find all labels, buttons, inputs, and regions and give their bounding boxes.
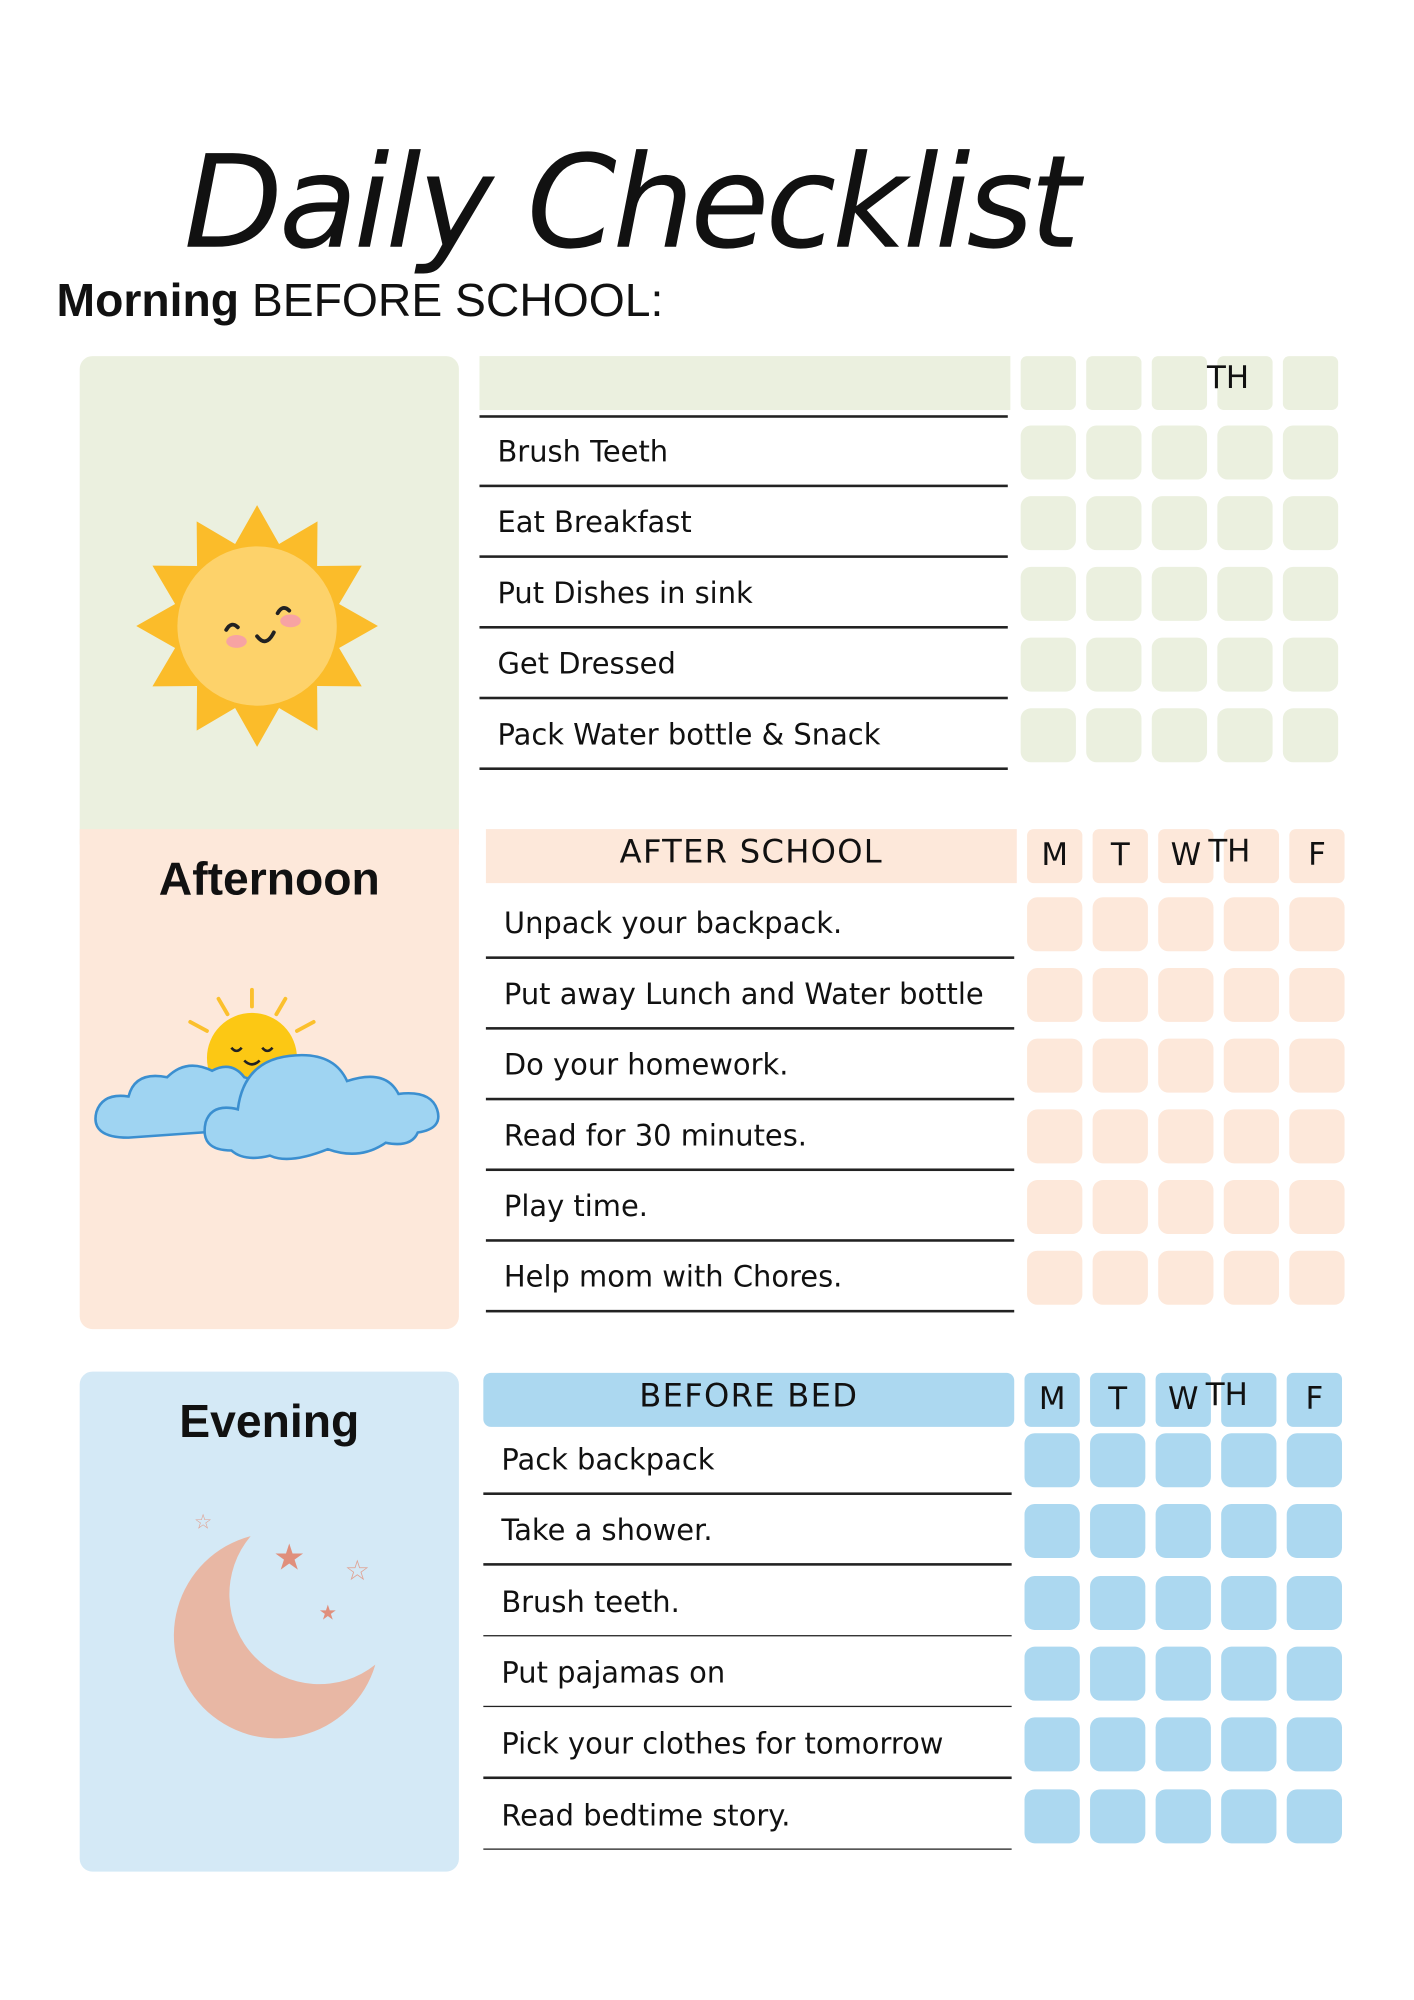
afternoon-day-w: W xyxy=(1158,829,1213,883)
evening-task-rule xyxy=(483,1777,1011,1779)
afternoon-checkbox[interactable] xyxy=(1027,1039,1082,1093)
evening-checkbox[interactable] xyxy=(1025,1504,1080,1558)
evening-task-label: Read bedtime story. xyxy=(501,1798,791,1833)
afternoon-task-label: Read for 30 minutes. xyxy=(503,1119,808,1154)
morning-checkbox[interactable] xyxy=(1217,425,1272,479)
evening-checkbox[interactable] xyxy=(1090,1504,1145,1558)
morning-heading xyxy=(56,273,664,327)
evening-checkbox[interactable] xyxy=(1025,1718,1080,1772)
afternoon-checkbox[interactable] xyxy=(1158,1251,1213,1305)
evening-checkbox[interactable] xyxy=(1090,1647,1145,1701)
evening-day-m: M xyxy=(1025,1373,1080,1427)
morning-checkbox[interactable] xyxy=(1152,638,1207,692)
morning-checkbox[interactable] xyxy=(1217,496,1272,550)
evening-task-rule xyxy=(483,1635,1011,1637)
morning-checkbox[interactable] xyxy=(1152,496,1207,550)
morning-checkbox[interactable] xyxy=(1283,496,1338,550)
morning-day-blank xyxy=(1086,356,1141,410)
svg-text:★: ★ xyxy=(318,1600,338,1625)
afternoon-task-rule xyxy=(486,1027,1014,1029)
evening-checkbox[interactable] xyxy=(1156,1433,1211,1487)
evening-checkbox[interactable] xyxy=(1287,1718,1342,1772)
afternoon-checkbox[interactable] xyxy=(1027,1251,1082,1305)
morning-checkbox[interactable] xyxy=(1283,425,1338,479)
morning-checkbox[interactable] xyxy=(1283,567,1338,621)
morning-checkbox[interactable] xyxy=(1021,425,1076,479)
morning-checkbox[interactable] xyxy=(1021,567,1076,621)
svg-text:☆: ☆ xyxy=(193,1509,213,1534)
afternoon-day-f: F xyxy=(1289,829,1344,883)
evening-checkbox[interactable] xyxy=(1287,1433,1342,1487)
afternoon-task-label: Play time. xyxy=(503,1190,648,1224)
evening-checkbox[interactable] xyxy=(1090,1433,1145,1487)
evening-checkbox[interactable] xyxy=(1025,1789,1080,1843)
afternoon-checkbox[interactable] xyxy=(1093,897,1148,951)
afternoon-checkbox[interactable] xyxy=(1224,1180,1279,1234)
morning-checkbox[interactable] xyxy=(1217,567,1272,621)
evening-day-th: TH xyxy=(1221,1373,1276,1427)
afternoon-checkbox[interactable] xyxy=(1093,1109,1148,1163)
afternoon-checkbox[interactable] xyxy=(1027,968,1082,1022)
morning-header-rule xyxy=(479,415,1007,417)
morning-checkbox[interactable] xyxy=(1152,708,1207,762)
afternoon-checkbox[interactable] xyxy=(1289,1251,1344,1305)
morning-checkbox[interactable] xyxy=(1021,638,1076,692)
afternoon-checkbox[interactable] xyxy=(1224,1039,1279,1093)
evening-checkbox[interactable] xyxy=(1221,1504,1276,1558)
evening-checkbox[interactable] xyxy=(1221,1718,1276,1772)
afternoon-checkbox[interactable] xyxy=(1093,1251,1148,1305)
afternoon-task-label: Do your homework. xyxy=(503,1048,789,1083)
page-title: Daily Checklist xyxy=(183,127,1077,278)
evening-checkbox[interactable] xyxy=(1156,1575,1211,1629)
evening-label: Evening xyxy=(179,1394,360,1448)
afternoon-task-rule xyxy=(486,1168,1014,1170)
afternoon-checkbox[interactable] xyxy=(1224,1251,1279,1305)
evening-checkbox[interactable] xyxy=(1090,1789,1145,1843)
morning-day-th: TH xyxy=(1217,356,1272,410)
afternoon-checkbox[interactable] xyxy=(1224,897,1279,951)
morning-checkbox[interactable] xyxy=(1086,638,1141,692)
evening-checkbox[interactable] xyxy=(1090,1575,1145,1629)
afternoon-checkbox[interactable] xyxy=(1289,1109,1344,1163)
afternoon-checkbox[interactable] xyxy=(1289,968,1344,1022)
evening-task-label: Pack backpack xyxy=(501,1443,715,1477)
evening-checkbox[interactable] xyxy=(1221,1575,1276,1629)
evening-checkbox[interactable] xyxy=(1025,1647,1080,1701)
evening-checkbox[interactable] xyxy=(1156,1504,1211,1558)
afternoon-checkbox[interactable] xyxy=(1224,968,1279,1022)
sun-behind-cloud-icon xyxy=(90,983,450,1163)
evening-task-rule xyxy=(483,1563,1011,1565)
morning-task-rule xyxy=(479,697,1007,699)
morning-checkbox[interactable] xyxy=(1152,567,1207,621)
morning-checkbox[interactable] xyxy=(1086,425,1141,479)
morning-day-blank xyxy=(1152,356,1207,410)
evening-header: BEFORE BED xyxy=(483,1373,1014,1427)
evening-checkbox[interactable] xyxy=(1221,1789,1276,1843)
morning-checkbox[interactable] xyxy=(1086,496,1141,550)
svg-text:★: ★ xyxy=(273,1537,306,1579)
morning-checkbox[interactable] xyxy=(1152,425,1207,479)
afternoon-task-label: Help mom with Chores. xyxy=(503,1261,843,1295)
afternoon-checkbox[interactable] xyxy=(1027,1180,1082,1234)
evening-task-label: Pick your clothes for tomorrow xyxy=(501,1727,944,1762)
afternoon-task-label: Put away Lunch and Water bottle xyxy=(503,978,984,1012)
svg-text:☆: ☆ xyxy=(344,1553,371,1587)
morning-task-label: Eat Breakfast xyxy=(497,506,692,540)
evening-task-rule xyxy=(483,1848,1011,1850)
afternoon-day-t: T xyxy=(1093,829,1148,883)
afternoon-header: AFTER SCHOOL xyxy=(486,829,1017,883)
afternoon-checkbox[interactable] xyxy=(1224,1109,1279,1163)
morning-label: Morning xyxy=(56,273,240,327)
morning-checkbox[interactable] xyxy=(1283,638,1338,692)
evening-checkbox[interactable] xyxy=(1221,1433,1276,1487)
morning-day-blank xyxy=(1021,356,1076,410)
afternoon-checkbox[interactable] xyxy=(1289,1039,1344,1093)
afternoon-day-m: M xyxy=(1027,829,1082,883)
morning-task-label: Pack Water bottle & Snack xyxy=(497,718,881,752)
afternoon-checkbox[interactable] xyxy=(1093,968,1148,1022)
moon-and-stars-icon xyxy=(154,1498,385,1755)
morning-checkbox[interactable] xyxy=(1283,708,1338,762)
evening-checkbox[interactable] xyxy=(1025,1575,1080,1629)
afternoon-checkbox[interactable] xyxy=(1093,1039,1148,1093)
evening-task-rule xyxy=(483,1706,1011,1708)
evening-checkbox[interactable] xyxy=(1156,1647,1211,1701)
afternoon-task-rule xyxy=(486,1310,1014,1312)
morning-checkbox[interactable] xyxy=(1021,496,1076,550)
smiling-sun-icon xyxy=(135,501,379,752)
morning-task-rule xyxy=(479,626,1007,628)
afternoon-checkbox[interactable] xyxy=(1158,968,1213,1022)
evening-checkbox[interactable] xyxy=(1221,1647,1276,1701)
afternoon-checkbox[interactable] xyxy=(1158,1109,1213,1163)
morning-header xyxy=(479,356,1010,410)
morning-task-label: Brush Teeth xyxy=(497,435,669,470)
evening-day-w: W xyxy=(1156,1373,1211,1427)
afternoon-checkbox[interactable] xyxy=(1027,1109,1082,1163)
morning-task-rule xyxy=(479,555,1007,557)
evening-task-label: Brush teeth. xyxy=(501,1585,680,1620)
afternoon-checkbox[interactable] xyxy=(1027,897,1082,951)
afternoon-label: Afternoon xyxy=(158,852,380,905)
afternoon-day-th: TH xyxy=(1224,829,1279,883)
evening-task-label: Put pajamas on xyxy=(501,1656,726,1691)
morning-checkbox[interactable] xyxy=(1086,567,1141,621)
morning-task-label: Get Dressed xyxy=(497,647,676,682)
afternoon-checkbox[interactable] xyxy=(1158,1039,1213,1093)
evening-checkbox[interactable] xyxy=(1287,1789,1342,1843)
afternoon-checkbox[interactable] xyxy=(1093,1180,1148,1234)
morning-checkbox[interactable] xyxy=(1086,708,1141,762)
evening-task-rule xyxy=(483,1492,1011,1494)
evening-checkbox[interactable] xyxy=(1287,1647,1342,1701)
morning-checkbox[interactable] xyxy=(1021,708,1076,762)
afternoon-task-rule xyxy=(486,1239,1014,1241)
evening-task-label: Take a shower. xyxy=(501,1514,713,1549)
evening-checkbox[interactable] xyxy=(1156,1718,1211,1772)
evening-checkbox[interactable] xyxy=(1287,1575,1342,1629)
afternoon-checkbox[interactable] xyxy=(1289,897,1344,951)
afternoon-task-rule xyxy=(486,1098,1014,1100)
morning-sublabel: BEFORE SCHOOL: xyxy=(239,273,664,327)
afternoon-checkbox[interactable] xyxy=(1158,1180,1213,1234)
evening-checkbox[interactable] xyxy=(1156,1789,1211,1843)
evening-day-t: T xyxy=(1090,1373,1145,1427)
morning-checkbox[interactable] xyxy=(1217,708,1272,762)
morning-checkbox[interactable] xyxy=(1217,638,1272,692)
afternoon-checkbox[interactable] xyxy=(1158,897,1213,951)
morning-day-blank xyxy=(1283,356,1338,410)
morning-task-rule xyxy=(479,485,1007,487)
morning-task-rule xyxy=(479,767,1007,769)
afternoon-task-label: Unpack your backpack. xyxy=(503,907,843,941)
afternoon-checkbox[interactable] xyxy=(1289,1180,1344,1234)
afternoon-task-rule xyxy=(486,956,1014,958)
evening-checkbox[interactable] xyxy=(1025,1433,1080,1487)
morning-task-label: Put Dishes in sink xyxy=(497,577,753,611)
evening-checkbox[interactable] xyxy=(1287,1504,1342,1558)
evening-checkbox[interactable] xyxy=(1090,1718,1145,1772)
evening-day-f: F xyxy=(1287,1373,1342,1427)
